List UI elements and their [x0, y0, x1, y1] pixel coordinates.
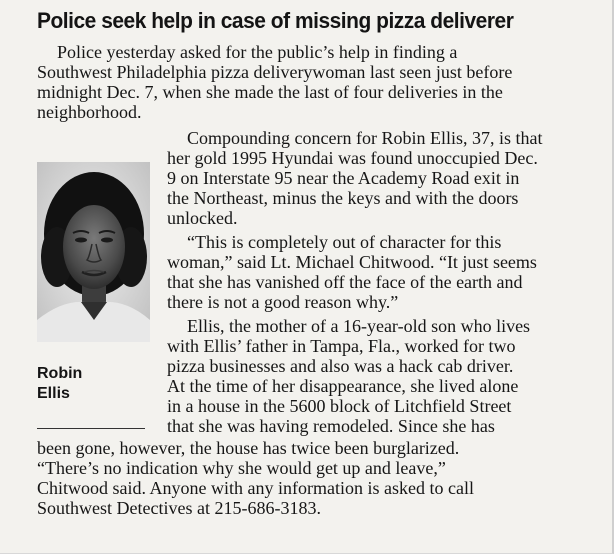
body-line: “This is completely out of character for this: [187, 232, 502, 252]
body-line: the Northeast, minus the keys and with the doors: [167, 188, 519, 208]
body-line: At the time of her disappearance, she lived alone: [167, 376, 519, 396]
body-line: neighborhood.: [37, 102, 142, 122]
body-line: in a house in the 5600 block of Litchfield Street: [167, 396, 512, 416]
body-line: midnight Dec. 7, when she made the last of four deliveries in the: [37, 82, 503, 102]
body-line: that she has vanished off the face of the earth and: [167, 272, 523, 292]
body-line: Police yesterday asked for the public’s help in finding a: [57, 42, 458, 62]
body-line: 9 on Interstate 95 near the Academy Road exit in: [167, 168, 520, 188]
body-line: there is not a good reason why.”: [167, 292, 399, 312]
body-line: that she was having remodeled. Since she has: [167, 416, 495, 436]
body-line: pizza businesses and also was a hack cab driver.: [167, 356, 514, 376]
body-line: Compounding concern for Robin Ellis, 37, is that: [187, 128, 543, 148]
subject-photo: [37, 162, 150, 342]
body-line: with Ellis’ father in Tampa, Fla., worked for two: [167, 336, 516, 356]
body-line: unlocked.: [167, 208, 238, 228]
caption-rule: [37, 428, 145, 429]
body-line: woman,” said Lt. Michael Chitwood. “It just seems: [167, 252, 537, 272]
portrait-image: [37, 162, 150, 342]
body-line: been gone, however, the house has twice been burglarized.: [37, 438, 460, 458]
photo-caption-last: Ellis: [37, 385, 70, 402]
body-line: Chitwood said. Anyone with any information is asked to call: [37, 478, 474, 498]
body-line: Southwest Philadelphia pizza deliverywoman last seen just before: [37, 62, 513, 82]
body-line: her gold 1995 Hyundai was found unoccupied Dec.: [167, 148, 538, 168]
photo-caption-first: Robin: [37, 365, 83, 382]
body-line: Ellis, the mother of a 16-year-old son who lives: [187, 316, 531, 336]
body-line: “There’s no indication why she would get up and leave,”: [37, 458, 446, 478]
headline: Police seek help in case of missing pizza deliverer: [37, 8, 514, 33]
body-line: Southwest Detectives at 215-686-3183.: [37, 498, 321, 518]
